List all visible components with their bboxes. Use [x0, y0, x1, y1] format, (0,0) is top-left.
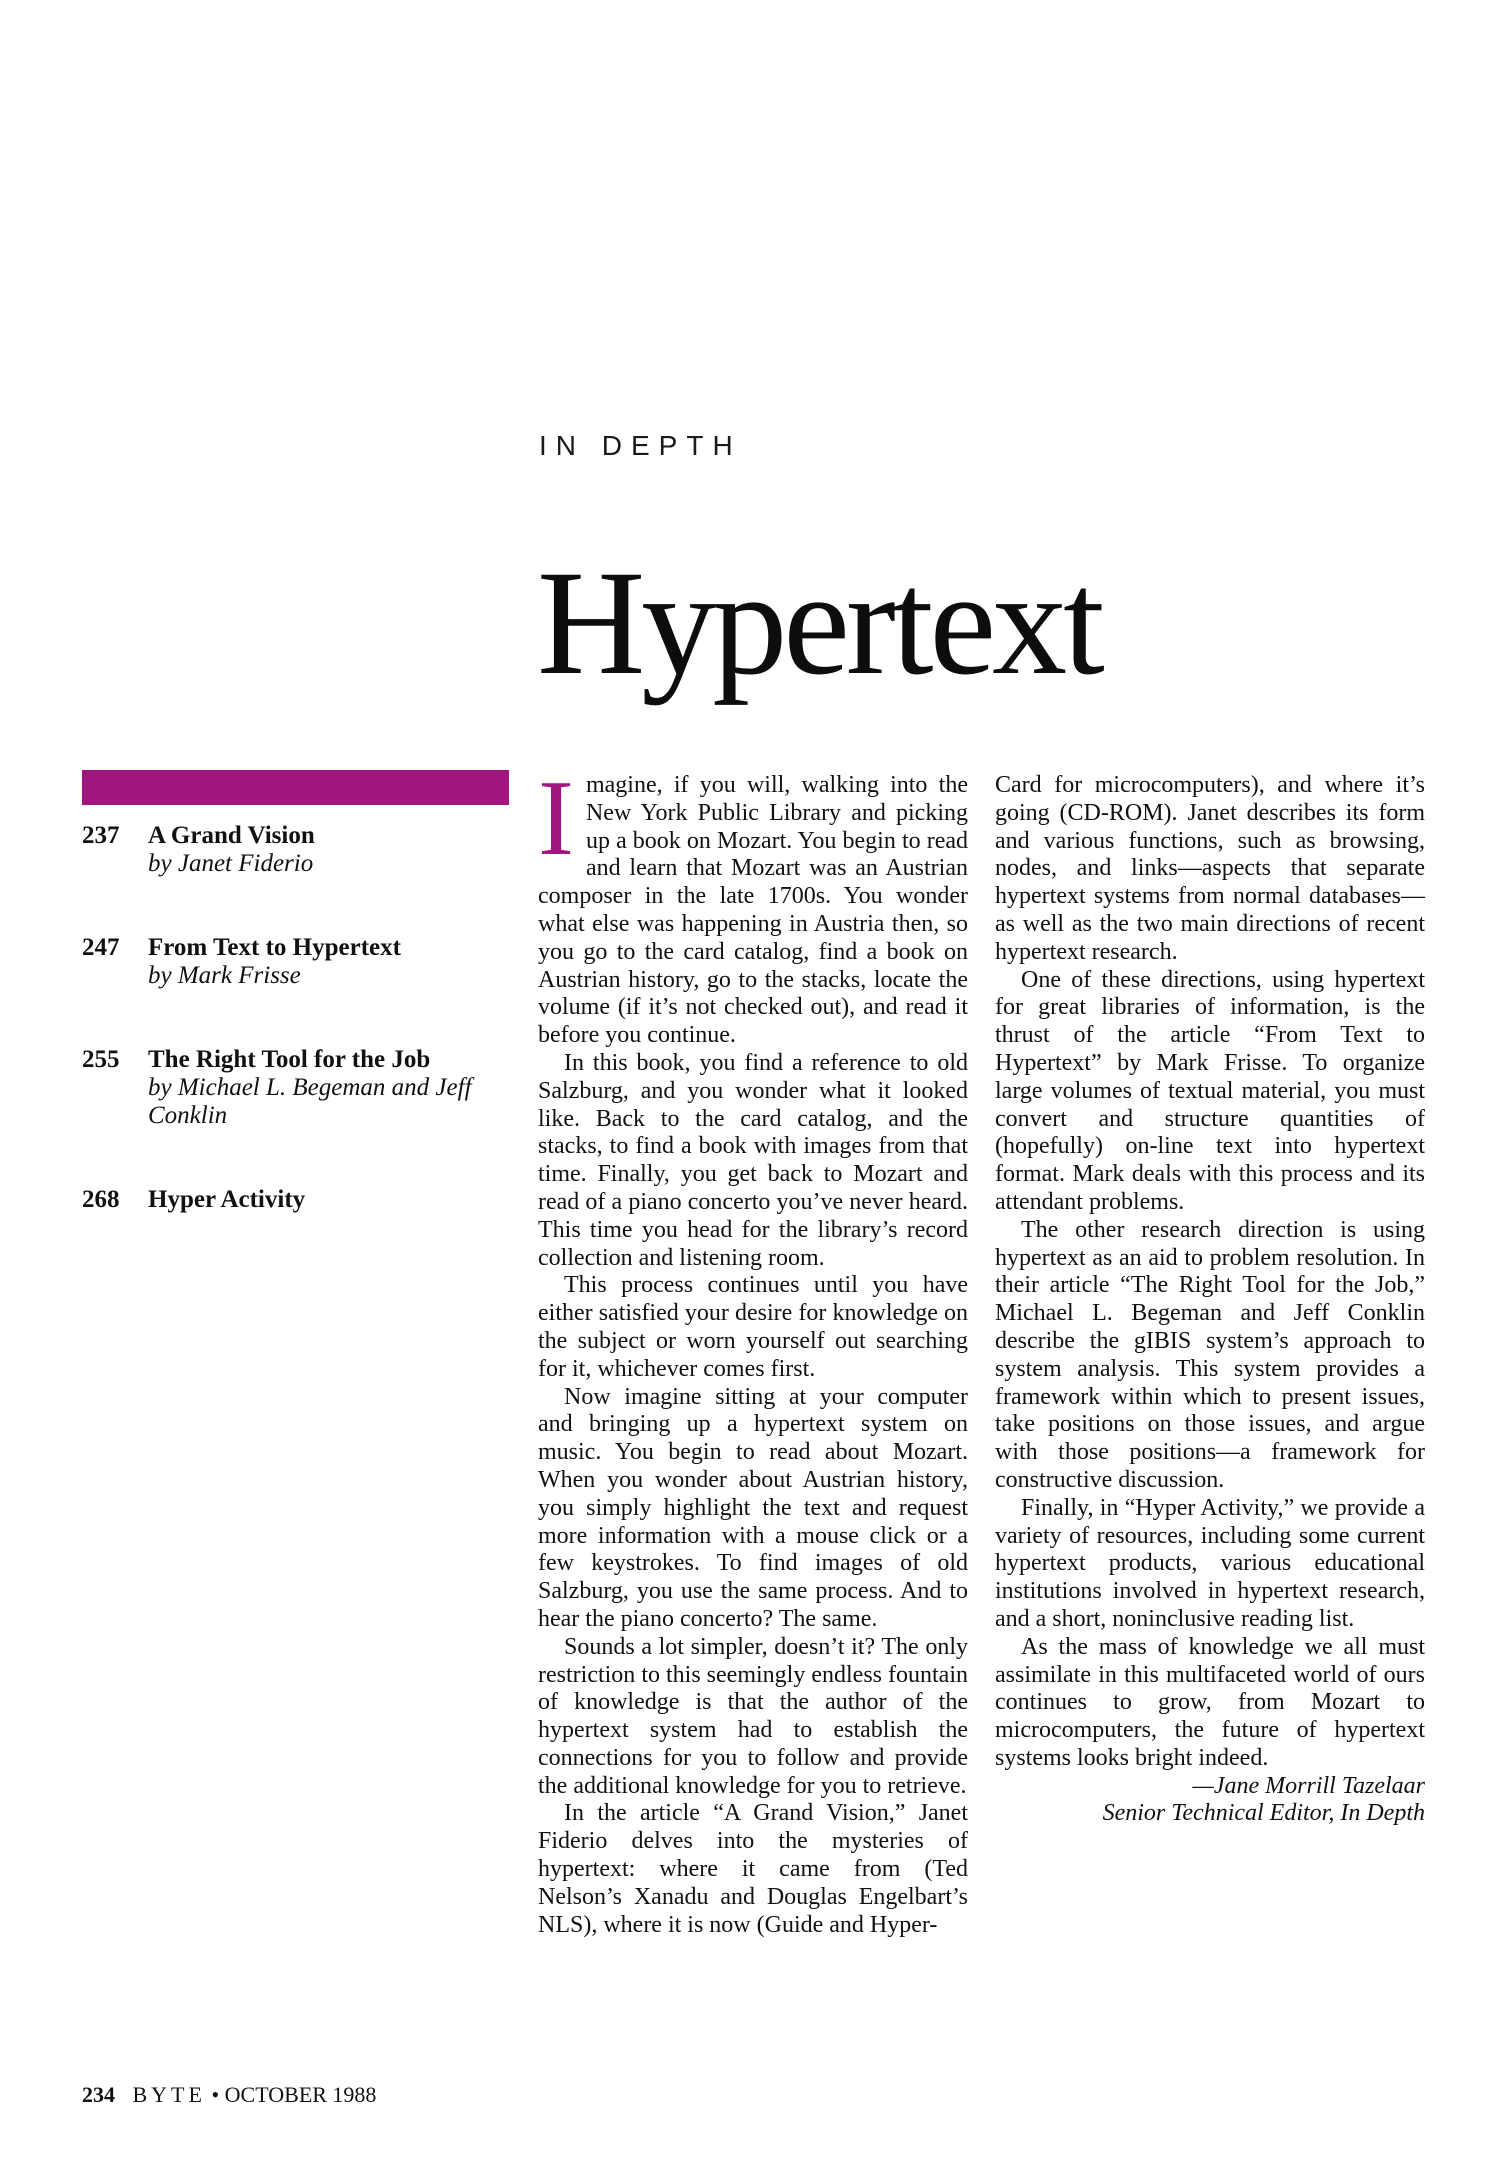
- signature-name: —Jane Morrill Tazelaar: [1192, 1772, 1425, 1799]
- toc-title: Hyper Activity: [148, 1186, 306, 1213]
- article-paragraph: This process continues until you have either satisfied your desire for knowledge on the subject or worn yourself out searching for it, whichever comes first.: [538, 1272, 968, 1382]
- accent-bar: [82, 770, 509, 805]
- toc-page-number: 247: [82, 934, 120, 961]
- toc-page-number: 268: [82, 1186, 120, 1213]
- toc-author: by Janet Fiderio: [148, 850, 314, 877]
- page-footer: [82, 2082, 376, 2108]
- footer-separator: •: [211, 2082, 220, 2107]
- signature-title: Senior Technical Editor, In Depth: [1102, 1800, 1425, 1827]
- article-paragraph: The other research direction is using hypertext as an aid to problem resolution. In their article “The Right Tool for the Job,” Michael L. Begeman and Jeff Conklin describe the gIBIS system’s approach to system analysis. This system provides a framework within which to present issues, take positions on those issues, and argue with those positions—a framework for constructive discussion.: [995, 1216, 1425, 1493]
- page-number: 234: [82, 2082, 115, 2107]
- toc-author: by Mark Frisse: [148, 962, 301, 989]
- magazine-name: BYTE: [132, 2082, 206, 2107]
- article-paragraph: In this book, you find a reference to old Salzburg, and you wonder what it looked like. Back to the card catalog, and the stacks, to find a book with images from that time. Finally, you get back to Mozart and read of a piano concerto you’ve never heard. This time you head for the library’s record collection and listening room.: [538, 1049, 968, 1271]
- paragraph-text: magine, if you will, walking into the New York Public Library and picking up a book on Mozart. You begin to read and learn that Mozart was an Austrian composer in the late 1700s. You wonder what else was happening in Austria then, so you go to the card catalog, find a book on Austrian history, go to the stacks, locate the volume (if it’s not checked out), and read it before you continue.: [538, 772, 968, 1049]
- toc-author: by Michael L. Begeman and Jeff Conklin: [148, 1074, 472, 1129]
- toc-page-number: 255: [82, 1046, 120, 1073]
- toc-title: From Text to Hypertext: [148, 934, 401, 961]
- toc-title: A Grand Vision: [148, 822, 315, 849]
- article-paragraph: [538, 759, 968, 1050]
- drop-cap: I: [538, 759, 574, 878]
- section-label: IN DEPTH: [539, 430, 742, 461]
- toc-title: The Right Tool for the Job: [148, 1046, 431, 1073]
- page-title: Hypertext: [537, 540, 1101, 706]
- article-paragraph: In the article “A Grand Vision,” Janet Fiderio delves into the mysteries of hypertext: where it came from (Ted Nelson’s Xanadu and Douglas Engelbart’s NLS), where it is now (Guide and Hyper-: [538, 1800, 968, 1938]
- article-paragraph: Finally, in “Hyper Activity,” we provide a variety of resources, including some current hypertext products, various educational institutions involved in hypertext research, and a short, noninclusive reading list.: [995, 1494, 1425, 1632]
- article-paragraph: Now imagine sitting at your computer and bringing up a hypertext system on music. You begin to read about Mozart. When you wonder about Austrian history, you simply highlight the text and request more information with a mouse click or a few keystrokes. To find images of old Salzburg, you use the same process. And to hear the piano concerto? The same.: [538, 1383, 968, 1632]
- article-paragraph: One of these directions, using hypertext for great libraries of information, is the thrust of the article “From Text to Hypertext” by Mark Frisse. To organize large volumes of textual material, you must convert and structure quantities of (hopefully) on-line text into hypertext format. Mark deals with this process and its attendant problems.: [995, 966, 1425, 1215]
- article-column-1: [538, 759, 968, 1939]
- article-paragraph: Sounds a lot simpler, doesn’t it? The only restriction to this seemingly endless fountain of knowledge is that the author of the hypertext system had to establish the connections for you to follow and provide the additional knowledge for you to retrieve.: [538, 1633, 968, 1799]
- article-paragraph: As the mass of knowledge we all must assimilate in this multifaceted world of ours continues to grow, from Mozart to microcomputers, the future of hypertext systems looks bright indeed.: [995, 1633, 1425, 1771]
- toc-page-number: 237: [82, 822, 120, 849]
- article-column-2: [995, 772, 1425, 1828]
- article-paragraph: Card for microcomputers), and where it’s going (CD-ROM). Janet describes its form and various functions, such as browsing, nodes, and links—aspects that separate hypertext systems from normal databases—as well as the two main directions of recent hypertext research.: [995, 772, 1425, 965]
- issue-date: OCTOBER 1988: [224, 2082, 377, 2107]
